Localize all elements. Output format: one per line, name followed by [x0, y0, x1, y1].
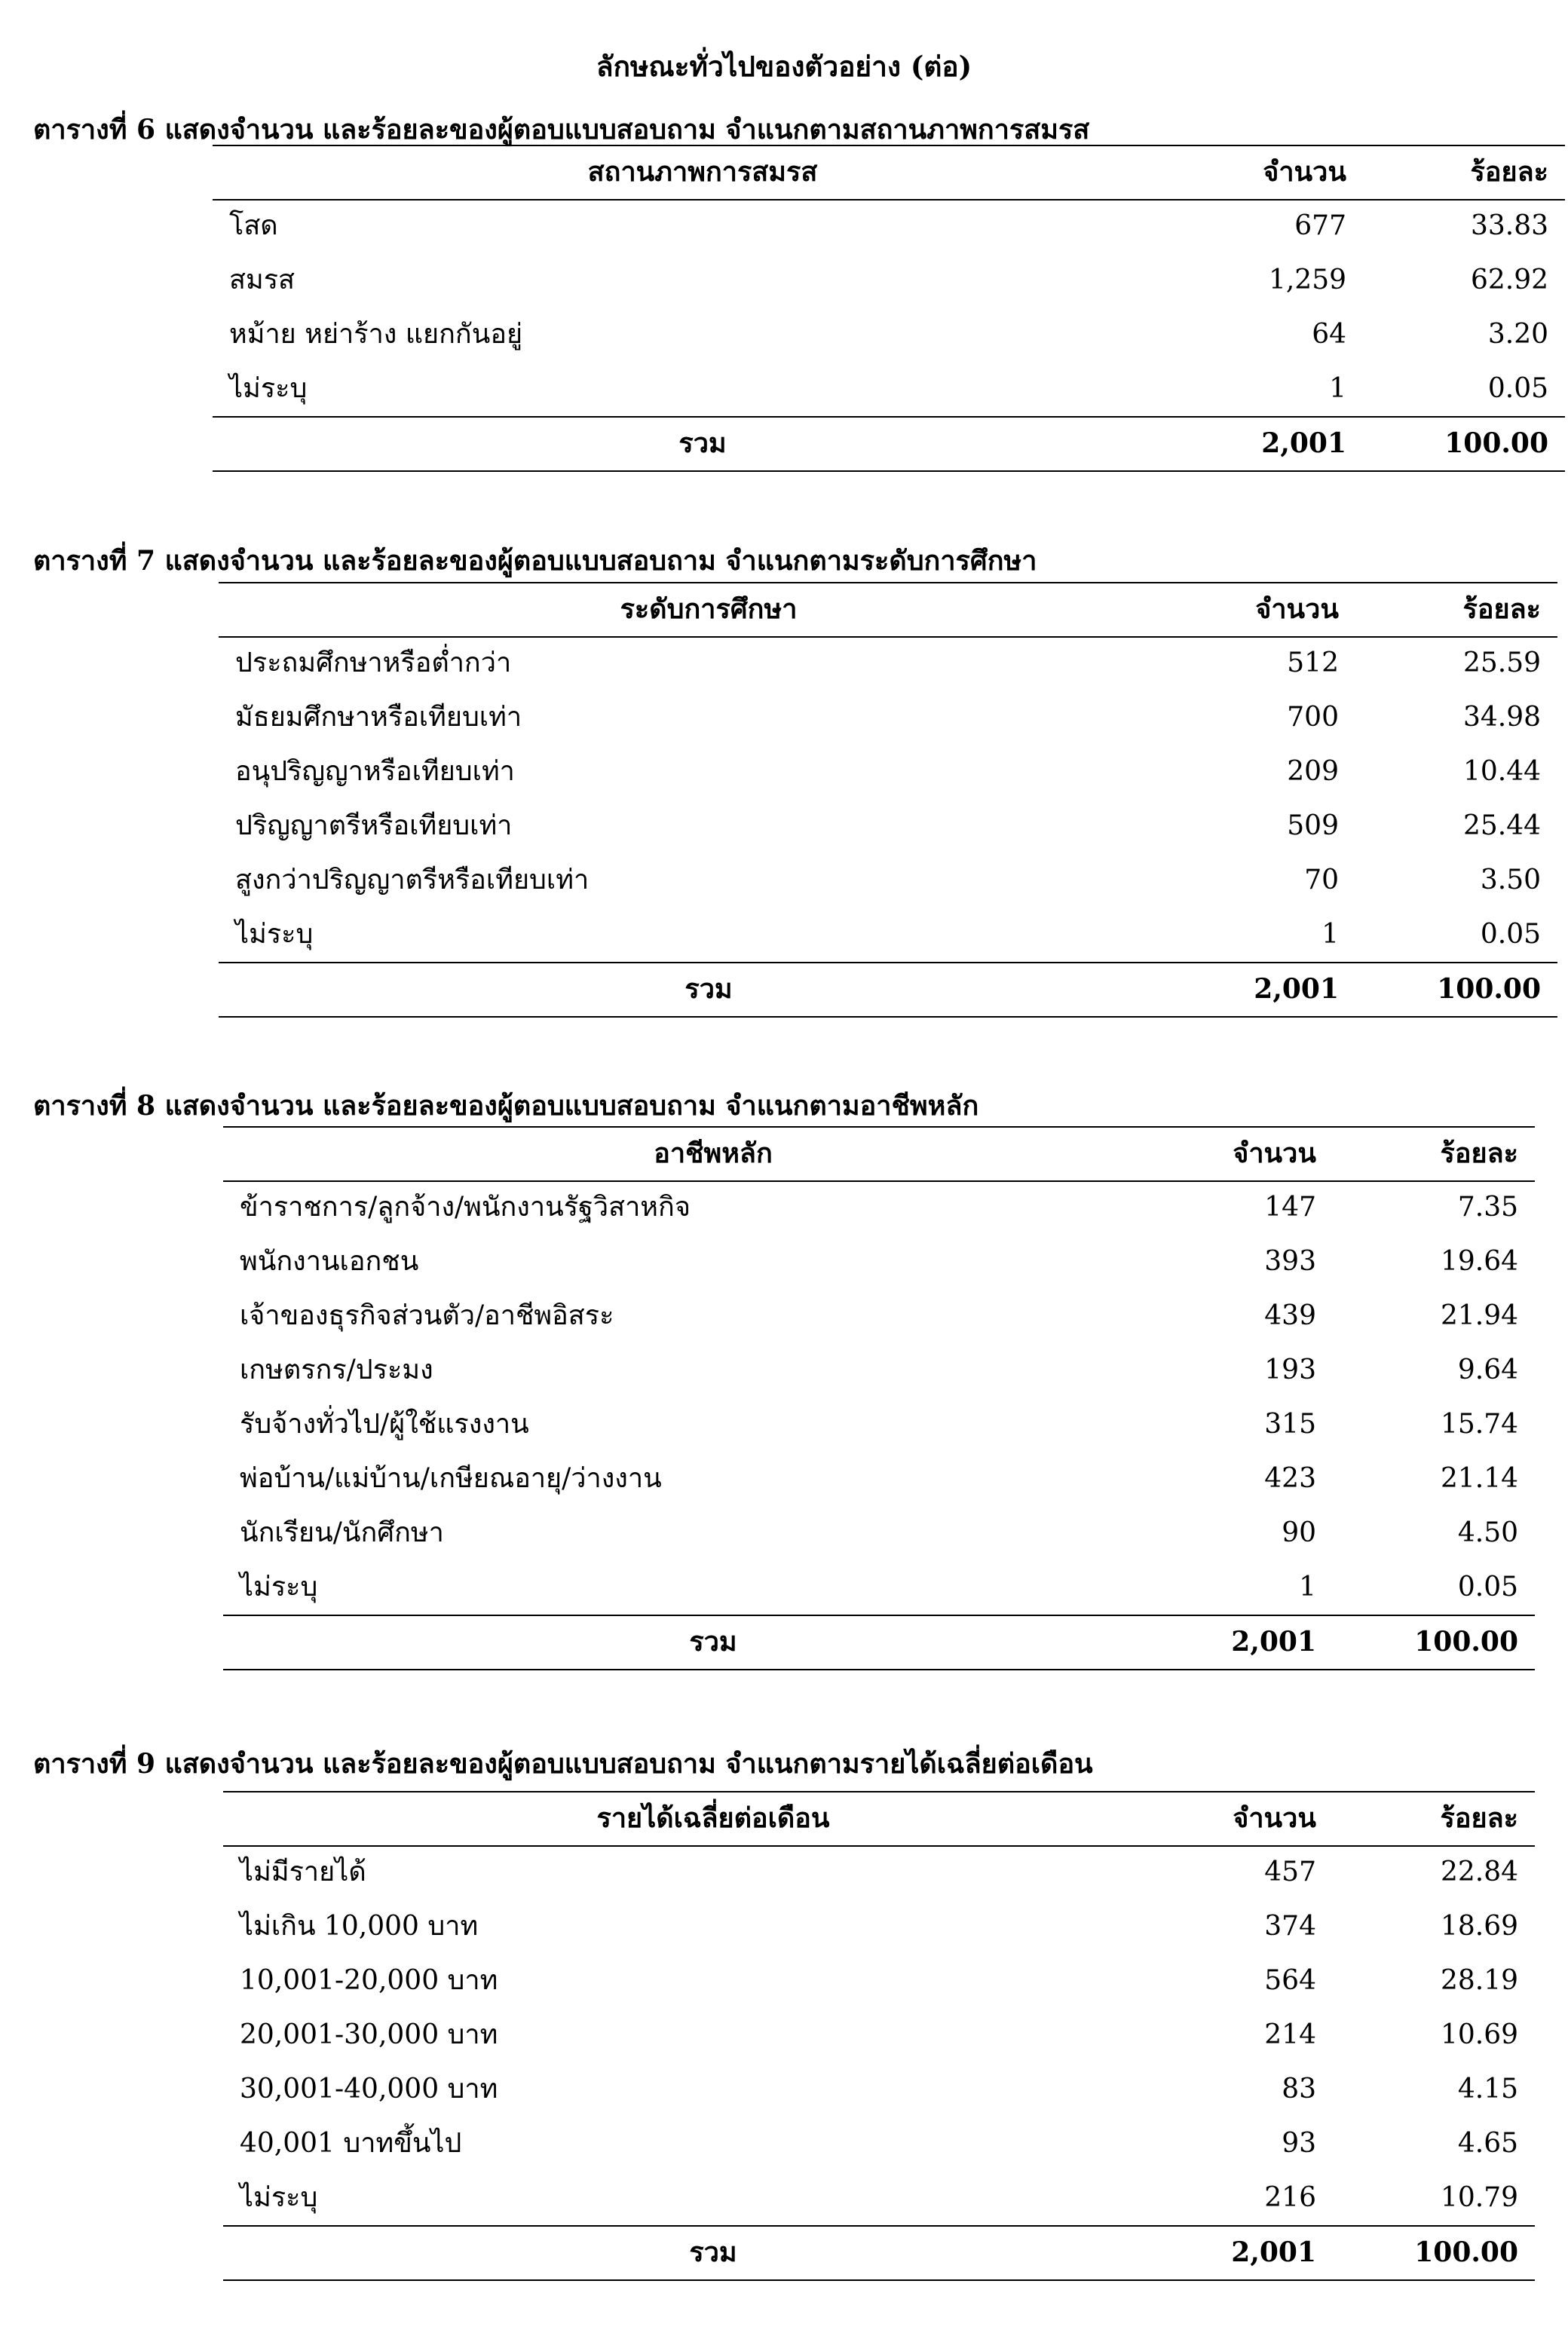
total-label: รวม [684, 973, 733, 1005]
table-row [219, 636, 1557, 690]
table-row [223, 1289, 1535, 1343]
table-caption: ตารางที่ 9 แสดงจำนวน และร้อยละของผู้ตอบแบบสอบถาม จำแนกตามรายได้เฉลี่ยต่อเดือน [33, 1748, 1093, 1780]
table-row [219, 799, 1557, 853]
table-caption: ตารางที่ 6 แสดงจำนวน และร้อยละของผู้ตอบแบบสอบถาม จำแนกตามสถานภาพการสมรส [33, 114, 1090, 145]
row-count: 1,259 [1268, 265, 1346, 295]
row-count: 423 [1264, 1463, 1316, 1494]
row-label: ปริญญาตรีหรือเทียบเท่า [235, 810, 513, 841]
row-label: 10,001-20,000 บาท [240, 1965, 498, 1996]
column-header-percent: ร้อยละ [1462, 593, 1541, 625]
row-count: 457 [1264, 1857, 1316, 1887]
row-percent: 33.83 [1470, 210, 1548, 241]
table-total-row [223, 2225, 1535, 2279]
total-label: รวม [689, 2236, 737, 2268]
column-header-count: จำนวน [1233, 1802, 1316, 1834]
table-caption: ตารางที่ 7 แสดงจำนวน และร้อยละของผู้ตอบแบบสอบถาม จำแนกตามระดับการศึกษา [33, 545, 1037, 577]
row-label: มัธยมศึกษาหรือเทียบเท่า [235, 702, 522, 733]
table-row [223, 1954, 1535, 2008]
table-bottom-rule [223, 2279, 1535, 2281]
row-count: 64 [1312, 319, 1346, 350]
data-table [223, 1126, 1535, 1669]
row-label: ไม่เกิน 10,000 บาท [240, 1911, 479, 1942]
table-bottom-rule [219, 1016, 1557, 1018]
row-count: 83 [1282, 2074, 1316, 2105]
row-label: ข้าราชการ/ลูกจ้าง/พนักงานรัฐวิสาหกิจ [240, 1192, 691, 1223]
row-percent: 28.19 [1440, 1965, 1518, 1996]
total-count: 2,001 [1261, 427, 1346, 459]
row-count: 90 [1282, 1517, 1316, 1548]
row-label: เจ้าของธุรกิจส่วนตัว/อาชีพอิสระ [240, 1300, 614, 1331]
row-count: 439 [1264, 1300, 1316, 1331]
row-count: 374 [1264, 1911, 1316, 1942]
table-row [223, 2008, 1535, 2062]
row-count: 216 [1264, 2182, 1316, 2213]
row-percent: 25.59 [1462, 647, 1541, 678]
row-percent: 62.92 [1470, 265, 1548, 295]
table-row [213, 199, 1565, 253]
column-header-category: รายได้เฉลี่ยต่อเดือน [596, 1802, 830, 1834]
row-label: รับจ้างทั่วไป/ผู้ใช้แรงงาน [240, 1409, 529, 1440]
row-label: 30,001-40,000 บาท [240, 2074, 498, 2105]
total-percent: 100.00 [1414, 2236, 1518, 2268]
row-label: เกษตรกร/ประมง [240, 1355, 433, 1385]
row-percent: 10.44 [1462, 756, 1541, 787]
row-label: พ่อบ้าน/แม่บ้าน/เกษียณอายุ/ว่างงาน [240, 1463, 662, 1494]
row-percent: 0.05 [1457, 1572, 1518, 1603]
column-header-count: จำนวน [1233, 1137, 1316, 1169]
table-header-row [223, 1126, 1535, 1180]
row-percent: 21.14 [1440, 1463, 1518, 1494]
row-label: 20,001-30,000 บาท [240, 2019, 498, 2050]
column-header-category: ระดับการศึกษา [620, 593, 798, 625]
row-count: 93 [1282, 2128, 1316, 2159]
total-percent: 100.00 [1437, 973, 1541, 1005]
row-label: พนักงานเอกชน [240, 1246, 419, 1277]
table-bottom-rule [213, 470, 1565, 472]
row-count: 1 [1321, 919, 1339, 950]
table-row [223, 2062, 1535, 2117]
row-percent: 4.50 [1457, 1517, 1518, 1548]
column-header-category: สถานภาพการสมรส [587, 156, 818, 188]
row-percent: 9.64 [1457, 1355, 1518, 1385]
total-percent: 100.00 [1414, 1626, 1518, 1658]
page-title: ลักษณะทั่วไปของตัวอย่าง (ต่อ) [596, 50, 972, 83]
row-percent: 15.74 [1440, 1409, 1518, 1440]
row-count: 564 [1264, 1965, 1316, 1996]
row-label: สูงกว่าปริญญาตรีหรือเทียบเท่า [235, 865, 590, 895]
row-label: ไม่ระบุ [240, 1572, 318, 1603]
row-label: 40,001 บาทขึ้นไป [240, 2128, 462, 2159]
row-count: 512 [1287, 647, 1339, 678]
table-total-row [213, 416, 1565, 470]
table-row [223, 1398, 1535, 1452]
row-count: 193 [1264, 1355, 1316, 1385]
row-count: 1 [1299, 1572, 1316, 1603]
table-row [223, 1180, 1535, 1235]
table-row [213, 362, 1565, 416]
data-table [223, 1791, 1535, 2279]
row-label: หม้าย หย่าร้าง แยกกันอยู่ [229, 319, 523, 350]
table-row [223, 2117, 1535, 2171]
table-row [219, 745, 1557, 799]
table-row [223, 1235, 1535, 1289]
row-percent: 10.69 [1440, 2019, 1518, 2050]
table-row [223, 2171, 1535, 2225]
table-row [223, 1845, 1535, 1900]
table-row [223, 1900, 1535, 1954]
column-header-percent: ร้อยละ [1470, 156, 1548, 188]
row-count: 70 [1304, 865, 1339, 895]
column-header-count: จำนวน [1255, 593, 1339, 625]
row-percent: 25.44 [1462, 810, 1541, 841]
column-header-count: จำนวน [1263, 156, 1346, 188]
table-caption: ตารางที่ 8 แสดงจำนวน และร้อยละของผู้ตอบแบบสอบถาม จำแนกตามอาชีพหลัก [33, 1090, 979, 1122]
table-row [219, 908, 1557, 962]
table-row [223, 1452, 1535, 1506]
data-table [219, 582, 1557, 1016]
total-count: 2,001 [1254, 973, 1339, 1005]
row-count: 209 [1287, 756, 1339, 787]
total-percent: 100.00 [1444, 427, 1548, 459]
row-label: ไม่ระบุ [235, 919, 314, 950]
column-header-percent: ร้อยละ [1440, 1802, 1518, 1834]
row-count: 1 [1329, 373, 1346, 404]
row-percent: 18.69 [1440, 1911, 1518, 1942]
table-row [223, 1506, 1535, 1560]
total-label: รวม [689, 1626, 737, 1658]
row-percent: 7.35 [1457, 1192, 1518, 1223]
row-label: ไม่ระบุ [240, 2182, 318, 2213]
table-row [213, 308, 1565, 362]
column-header-category: อาชีพหลัก [654, 1137, 773, 1169]
row-percent: 4.65 [1457, 2128, 1518, 2159]
row-count: 214 [1264, 2019, 1316, 2050]
row-percent: 22.84 [1440, 1857, 1518, 1887]
total-count: 2,001 [1231, 1626, 1316, 1658]
table-header-row [219, 582, 1557, 636]
table-header-row [213, 145, 1565, 199]
row-percent: 4.15 [1457, 2074, 1518, 2105]
row-percent: 10.79 [1440, 2182, 1518, 2213]
total-count: 2,001 [1231, 2236, 1316, 2268]
row-count: 393 [1264, 1246, 1316, 1277]
row-percent: 3.50 [1480, 865, 1541, 895]
row-count: 315 [1264, 1409, 1316, 1440]
row-label: โสด [229, 210, 278, 241]
row-count: 677 [1294, 210, 1346, 241]
row-count: 147 [1264, 1192, 1316, 1223]
row-count: 700 [1287, 702, 1339, 733]
table-row [219, 690, 1557, 745]
row-label: นักเรียน/นักศึกษา [240, 1517, 444, 1548]
row-percent: 34.98 [1462, 702, 1541, 733]
row-label: สมรส [229, 265, 296, 295]
row-label: อนุปริญญาหรือเทียบเท่า [235, 756, 515, 787]
table-row [223, 1343, 1535, 1398]
row-percent: 19.64 [1440, 1246, 1518, 1277]
data-table [213, 145, 1565, 470]
table-row [219, 853, 1557, 908]
table-row [223, 1560, 1535, 1615]
table-header-row [223, 1791, 1535, 1845]
row-label: ไม่มีรายได้ [240, 1857, 366, 1887]
row-label: ไม่ระบุ [229, 373, 308, 404]
row-percent: 0.05 [1480, 919, 1541, 950]
table-bottom-rule [223, 1669, 1535, 1670]
table-total-row [223, 1615, 1535, 1669]
table-total-row [219, 962, 1557, 1016]
column-header-percent: ร้อยละ [1440, 1137, 1518, 1169]
table-row [213, 253, 1565, 308]
row-label: ประถมศึกษาหรือต่ำกว่า [235, 647, 512, 678]
row-count: 509 [1287, 810, 1339, 841]
row-percent: 0.05 [1487, 373, 1548, 404]
total-label: รวม [678, 427, 727, 459]
row-percent: 3.20 [1487, 319, 1548, 350]
row-percent: 21.94 [1440, 1300, 1518, 1331]
